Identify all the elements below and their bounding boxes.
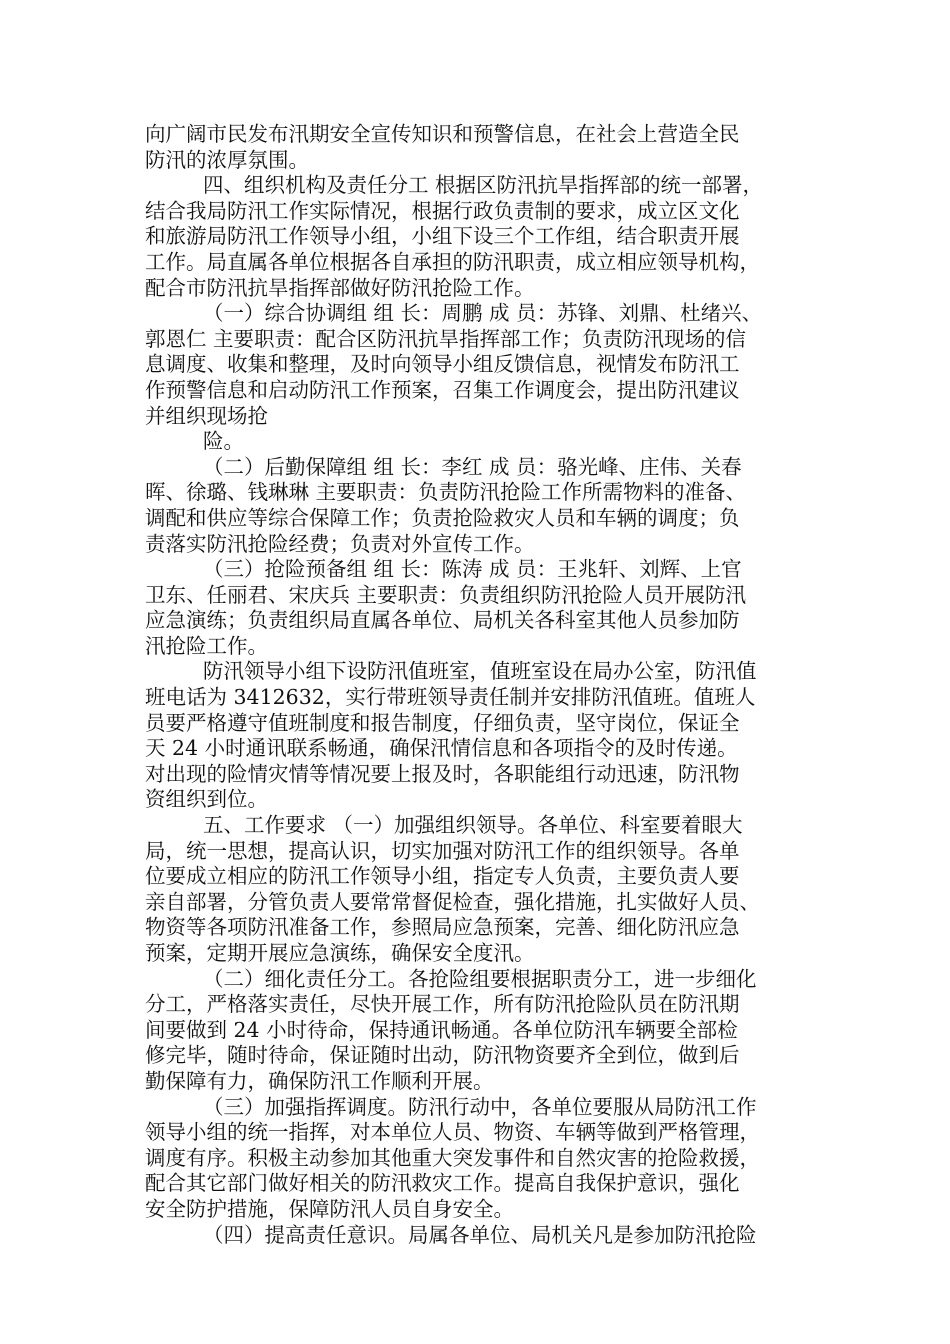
text-line: 班电话为 3412632，实行带班领导责任制并安排防汛值班。值班人 (145, 685, 756, 710)
text-line: 分工，严格落实责任，尽快开展工作，所有防汛抢险队员在防汛期 (145, 992, 740, 1017)
text-line: 作预警信息和启动防汛工作预案，召集工作调度会，提出防汛建议 (145, 377, 740, 402)
text-line: 四、组织机构及责任分工 根据区防汛抗旱指挥部的统一部署， (203, 173, 764, 198)
text-line: 应急演练；负责组织局直属各单位、局机关各科室其他人员参加防 (145, 608, 740, 633)
text-line: 资组织到位。 (145, 787, 268, 812)
text-line: 对出现的险情灾情等情况要上报及时，各职能组行动迅速，防汛物 (145, 761, 740, 786)
text-line: 配合市防汛抗旱指挥部做好防汛抢险工作。 (145, 275, 535, 300)
text-line: 员要严格遵守值班制度和报告制度，仔细负责，坚守岗位，保证全 (145, 710, 740, 735)
text-line: 物资等各项防汛准备工作，参照局应急预案，完善、细化防汛应急 (145, 915, 740, 940)
text-line: 责落实防汛抢险经费；负责对外宣传工作。 (145, 531, 535, 556)
text-line: 防汛的浓厚氛围。 (145, 147, 309, 172)
text-line: 向广阔市民发布汛期安全宣传知识和预警信息，在社会上营造全民 (145, 122, 740, 146)
text-line: （三）加强指挥调度。防汛行动中，各单位要服从局防汛工作 (203, 1094, 757, 1119)
text-line: 晖、徐璐、钱琳琳 主要职责：负责防汛抢险工作所需物料的准备、 (145, 480, 747, 505)
text-line: 五、工作要求 （一）加强组织领导。各单位、科室要着眼大 (203, 813, 743, 838)
text-line: 预案，定期开展应急演练，确保安全度汛。 (145, 941, 535, 965)
text-line: 郭恩仁 主要职责：配合区防汛抗旱指挥部工作；负责防汛现场的信 (145, 326, 747, 351)
text-line: 卫东、任丽君、宋庆兵 主要职责：负责组织防汛抢险人员开展防汛 (145, 582, 747, 607)
text-line: 防汛领导小组下设防汛值班室，值班室设在局办公室，防汛值 (203, 659, 757, 684)
text-line: 亲自部署，分管负责人要常常督促检查，强化措施，扎实做好人员、 (145, 889, 760, 914)
text-line: 并组织现场抢 (145, 403, 268, 428)
document-body-text (145, 122, 810, 1248)
text-line: 修完毕，随时待命，保证随时出动，防汛物资要齐全到位，做到后 (145, 1043, 740, 1068)
text-line: 险。 (203, 429, 244, 454)
text-line: 天 24 小时通讯联系畅通，确保汛情信息和各项指令的及时传递。 (145, 736, 738, 761)
text-line: （二）后勤保障组 组 长：李红 成 员：骆光峰、庄伟、关春 (203, 454, 742, 479)
text-line: （三）抢险预备组 组 长：陈涛 成 员：王兆轩、刘辉、上官 (203, 557, 742, 582)
text-line: 局，统一思想，提高认识，切实加强对防汛工作的组织领导。各单 (145, 838, 740, 863)
text-line: （四）提高责任意识。局属各单位、局机关凡是参加防汛抢险 (203, 1222, 757, 1247)
text-line: 息调度、收集和整理，及时向领导小组反馈信息，视情发布防汛工 (145, 352, 740, 377)
text-line: 勤保障有力，确保防汛工作顺利开展。 (145, 1068, 494, 1093)
text-line: 工作。局直属各单位根据各自承担的防汛职责，成立相应领导机构， (145, 249, 760, 274)
text-line: 配合其它部门做好相关的防汛救灾工作。提高自我保护意识，强化 (145, 1171, 740, 1196)
text-line: 结合我局防汛工作实际情况，根据行政负责制的要求，成立区文化 (145, 198, 740, 223)
text-line: （一）综合协调组 组 长：周鹏 成 员：苏锋、刘鼎、杜绪兴、 (203, 301, 763, 326)
text-line: 位要成立相应的防汛工作领导小组，指定专人负责，主要负责人要 (145, 864, 740, 889)
text-line: 安全防护措施，保障防汛人员自身安全。 (145, 1196, 514, 1221)
text-line: 领导小组的统一指挥，对本单位人员、物资、车辆等做到严格管理， (145, 1120, 760, 1145)
text-line: 和旅游局防汛工作领导小组，小组下设三个工作组，结合职责开展 (145, 224, 740, 249)
text-line: （二）细化责任分工。各抢险组要根据职责分工，进一步细化 (203, 966, 757, 991)
text-line: 汛抢险工作。 (145, 633, 268, 658)
text-line: 调度有序。积极主动参加其他重大突发事件和自然灾害的抢险救援， (145, 1145, 760, 1170)
text-line: 调配和供应等综合保障工作；负责抢险救灾人员和车辆的调度；负 (145, 505, 740, 530)
text-line: 间要做到 24 小时待命，保持通讯畅通。各单位防汛车辆要全部检 (145, 1017, 738, 1042)
